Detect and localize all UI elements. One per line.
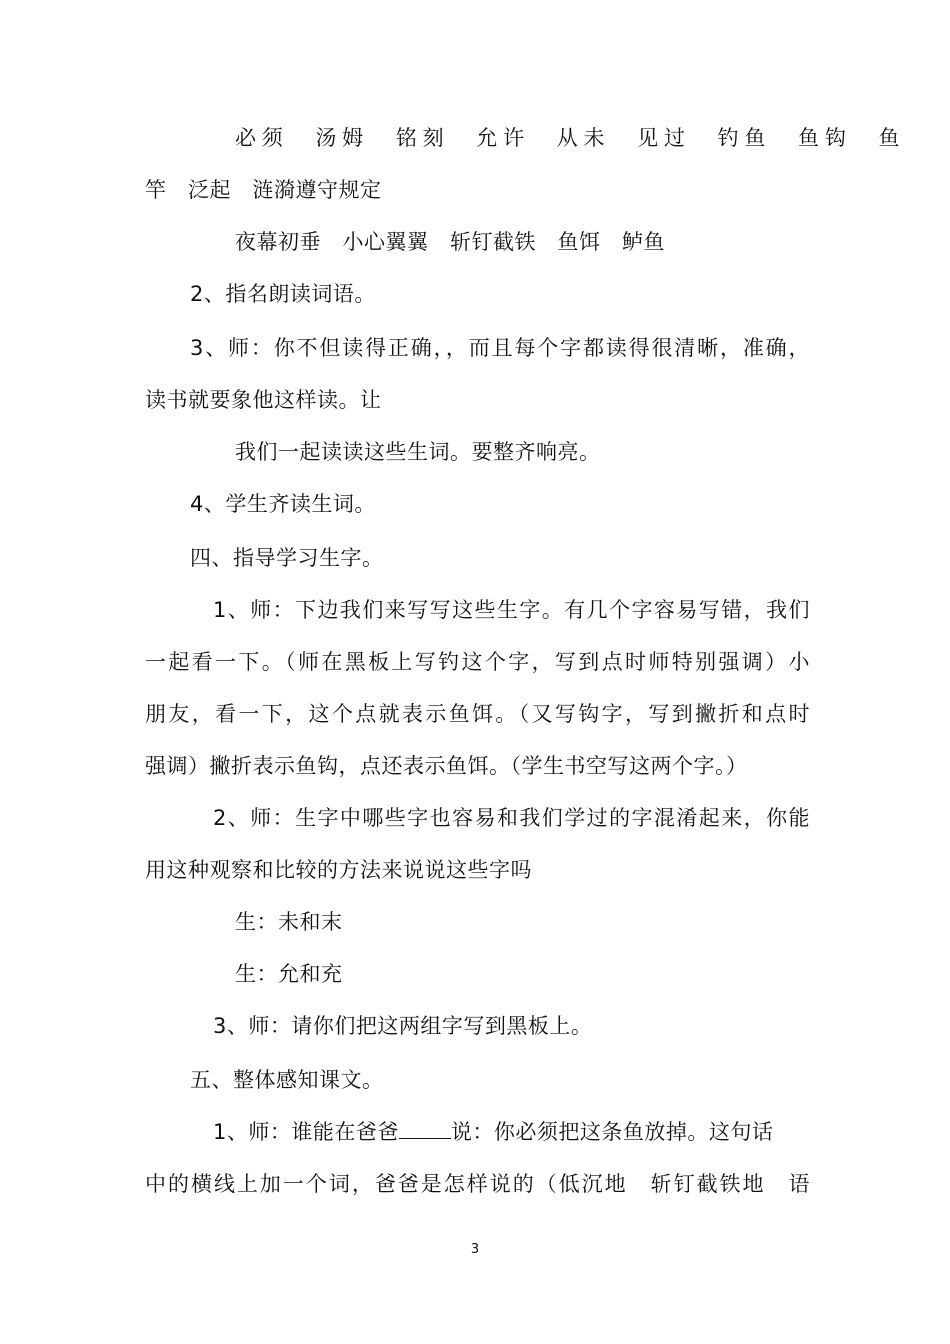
paragraph-line: 朋友，看一下，这个点就表示鱼饵。（又写钩字，写到撇折和点时 — [145, 702, 810, 726]
paragraph-line: 4、学生齐读生词。 — [190, 492, 376, 516]
paragraph-line: 2、师：生字中哪些字也容易和我们学过的字混淆起来，你能 — [213, 806, 810, 830]
paragraph-line: 中的横线上加一个词，爸爸是怎样说的（低沉地 斩钉截铁地 语 — [145, 1172, 810, 1196]
vocab-line-2: 竿 泛起 涟漪遵守规定 — [145, 178, 382, 202]
paragraph-line: 生：未和末 — [235, 910, 343, 934]
vocab-line-1: 必须 汤姆 铭刻 允许 从未 见过 钓鱼 鱼钩 鱼 — [235, 126, 900, 150]
section-heading-4: 四、指导学习生字。 — [190, 546, 384, 570]
paragraph-line: 2、指名朗读词语。 — [190, 282, 376, 306]
paragraph-line: 1、师：下边我们来写写这些生字。有几个字容易写错，我们 — [213, 598, 810, 622]
section-heading-5: 五、整体感知课文。 — [190, 1068, 384, 1092]
paragraph-line: 3、师：你不但读得正确，，而且每个字都读得很清晰，准确， — [190, 336, 810, 360]
paragraph-line-with-blank — [213, 1118, 810, 1146]
paragraph-line: 我们一起读读这些生词。要整齐响亮。 — [235, 440, 601, 464]
fill-in-blank — [399, 1120, 451, 1139]
paragraph-line: 一起看一下。（师在黑板上写钓这个字，写到点时师特别强调）小 — [145, 650, 810, 674]
paragraph-line: 读书就要象他这样读。让 — [145, 388, 382, 412]
paragraph-line: 强调）撇折表示鱼钩，点还表示鱼饵。（学生书空写这两个字。） — [145, 754, 748, 778]
page-number: 3 — [470, 1242, 480, 1257]
paragraph-line: 用这种观察和比较的方法来说说这些字吗 — [145, 858, 532, 882]
vocab-line-3: 夜幕初垂 小心翼翼 斩钉截铁 鱼饵 鲈鱼 — [235, 230, 665, 254]
paragraph-line: 3、师：请你们把这两组字写到黑板上。 — [213, 1014, 593, 1038]
text-after-blank: 说：你必须把这条鱼放掉。这句话 — [450, 1120, 774, 1144]
paragraph-line: 生：允和充 — [235, 962, 343, 986]
text-before-blank: 1、师：谁能在爸爸 — [213, 1120, 399, 1144]
